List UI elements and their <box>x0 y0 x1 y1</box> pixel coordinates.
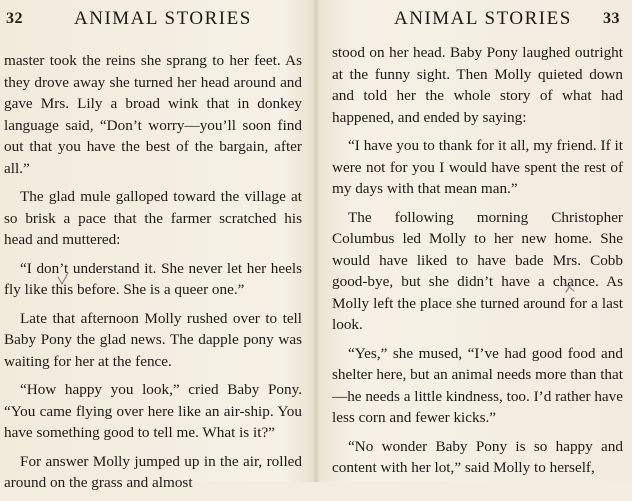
paragraph: “Yes,” she mused, “I’ve had good food and shelter here, but an animal needs more than that—he needs a little kindness, too. I’d rather have less corn and fewer kicks.” <box>332 344 624 426</box>
paragraph: “How happy you look,” cried Baby Pony. “You came flying over here like an air-ship. You have something good to tell me. What is it?” <box>4 381 302 441</box>
right-page <box>316 0 632 482</box>
paragraph: master took the reins she sprang to her feet. As they drove away she turned her head around and gave Mrs. Lily a broad wink that in donkey language said, “Don’t worry—you’ll soon find out that you have the best of the bargain, after all.” <box>4 52 302 177</box>
paragraph: “I have you to thank for it all, my friend. If it were not for you I would have spent the rest of my days with that mean man.” <box>332 137 623 197</box>
paragraph: stood on her head. Baby Pony laughed outright at the funny sight. Then Molly quieted down and told her the whole story of what had happened, and ended by saying: <box>332 44 623 126</box>
body-text <box>4 50 302 501</box>
paragraph: The following morning Christopher Columbus led Molly to her new home. She would have liked to have bade Mrs. Cobb good-bye, but she didn’t have a chance. As Molly left the place she turned around for a last look. <box>332 208 623 333</box>
page-number: 33 <box>603 10 620 27</box>
paragraph: “No wonder Baby Pony is so happy and content with her lot,” said Molly to herself, <box>332 437 623 476</box>
left-page <box>0 0 316 491</box>
page-number: 32 <box>6 10 23 27</box>
paragraph: Late that afternoon Molly rushed over to tell Baby Pony the glad news. The dapple pony was waiting for her at the fence. <box>4 309 302 370</box>
paragraph: The glad mule galloped toward the village at so brisk a pace that the farmer scratched his head and muttered: <box>4 188 302 248</box>
running-head: ANIMAL STORIES <box>394 8 572 29</box>
body-text <box>332 42 623 486</box>
running-head: ANIMAL STORIES <box>74 8 252 29</box>
paragraph: For answer Molly jumped up in the air, rolled around on the grass and almost <box>4 452 302 491</box>
paragraph: “I don’t understand it. She never let her heels fly like this before. She is a queer one.” <box>4 259 302 298</box>
